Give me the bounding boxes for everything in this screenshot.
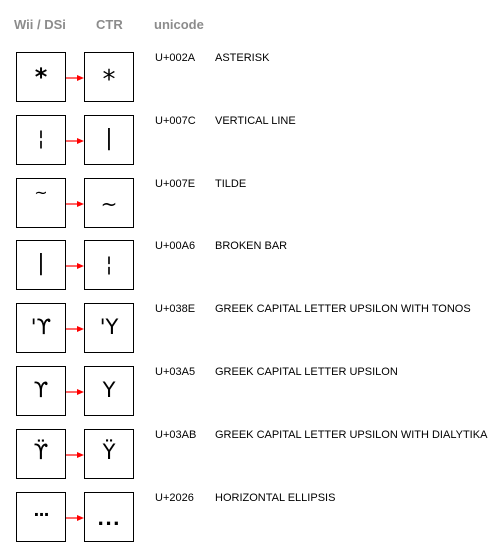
unicode-codepoint: U+007C bbox=[155, 115, 196, 127]
wii-glyph-box bbox=[16, 429, 66, 479]
mapping-row-broken-bar bbox=[0, 240, 500, 292]
wii-glyph-box bbox=[16, 240, 66, 290]
ctr-glyph-box bbox=[84, 429, 134, 479]
arrow-right-icon bbox=[66, 388, 84, 396]
unicode-codepoint: U+00A6 bbox=[155, 240, 196, 252]
wii-glyph: ϔ bbox=[33, 440, 49, 464]
arrow-right-icon bbox=[66, 74, 84, 82]
arrow-right-icon bbox=[66, 200, 84, 208]
column-header-ctr: CTR bbox=[96, 17, 123, 32]
ctr-glyph: * bbox=[102, 65, 116, 95]
ctr-glyph: Ÿ bbox=[102, 440, 116, 464]
ctr-glyph: ~ bbox=[100, 192, 118, 216]
unicode-name: TILDE bbox=[215, 178, 247, 190]
wii-glyph-box bbox=[16, 303, 66, 353]
unicode-codepoint: U+007E bbox=[155, 178, 196, 190]
unicode-codepoint: U+038E bbox=[155, 303, 196, 315]
ctr-glyph-box bbox=[84, 492, 134, 542]
ctr-glyph: ¦ bbox=[105, 252, 113, 276]
ctr-glyph-box bbox=[84, 52, 134, 102]
unicode-codepoint: U+002A bbox=[155, 52, 196, 64]
unicode-name: VERTICAL LINE bbox=[215, 115, 296, 127]
mapping-row-upsilon-tonos bbox=[0, 303, 500, 355]
mapping-row-vertical-line bbox=[0, 115, 500, 167]
arrow-right-icon bbox=[66, 451, 84, 459]
wii-glyph-box bbox=[16, 492, 66, 542]
column-header-wii-dsi: Wii / DSi bbox=[14, 17, 66, 32]
ctr-glyph: | bbox=[105, 126, 113, 151]
mapping-row-asterisk bbox=[0, 52, 500, 104]
column-header-unicode: unicode bbox=[154, 17, 204, 32]
mapping-row-upsilon-dialytika bbox=[0, 429, 500, 481]
mapping-row-tilde bbox=[0, 178, 500, 230]
unicode-name: BROKEN BAR bbox=[215, 240, 288, 252]
ctr-glyph-box bbox=[84, 178, 134, 228]
ctr-glyph-box bbox=[84, 115, 134, 165]
mapping-row-upsilon bbox=[0, 366, 500, 418]
arrow-right-icon bbox=[66, 514, 84, 522]
wii-glyph: ··· bbox=[33, 505, 49, 524]
wii-glyph: ϒ bbox=[33, 378, 49, 402]
unicode-name: GREEK CAPITAL LETTER UPSILON bbox=[215, 366, 398, 378]
wii-glyph-box bbox=[16, 366, 66, 416]
unicode-codepoint: U+2026 bbox=[155, 492, 194, 504]
wii-glyph: ~ bbox=[34, 183, 48, 202]
arrow-right-icon bbox=[66, 262, 84, 270]
mapping-row-horizontal-ellipsis bbox=[0, 492, 500, 544]
unicode-codepoint: U+03AB bbox=[155, 429, 197, 441]
ctr-glyph: ... bbox=[97, 509, 121, 530]
ctr-glyph-box bbox=[84, 240, 134, 290]
wii-glyph: 'ϒ bbox=[30, 315, 52, 339]
unicode-codepoint: U+03A5 bbox=[155, 366, 196, 378]
ctr-glyph: 'Y bbox=[99, 315, 119, 339]
wii-glyph-box bbox=[16, 115, 66, 165]
arrow-right-icon bbox=[66, 137, 84, 145]
arrow-right-icon bbox=[66, 325, 84, 333]
ctr-glyph-box bbox=[84, 366, 134, 416]
unicode-name: GREEK CAPITAL LETTER UPSILON WITH DIALYTIKA bbox=[215, 429, 488, 441]
wii-glyph: | bbox=[37, 251, 45, 276]
unicode-name: ASTERISK bbox=[215, 52, 270, 64]
ctr-glyph-box bbox=[84, 303, 134, 353]
unicode-name: GREEK CAPITAL LETTER UPSILON WITH TONOS bbox=[215, 303, 471, 315]
wii-glyph: * bbox=[34, 63, 48, 91]
unicode-name: HORIZONTAL ELLIPSIS bbox=[215, 492, 336, 504]
wii-glyph-box bbox=[16, 178, 66, 228]
wii-glyph-box bbox=[16, 52, 66, 102]
ctr-glyph: Y bbox=[102, 378, 116, 402]
wii-glyph: ¦ bbox=[37, 126, 45, 150]
